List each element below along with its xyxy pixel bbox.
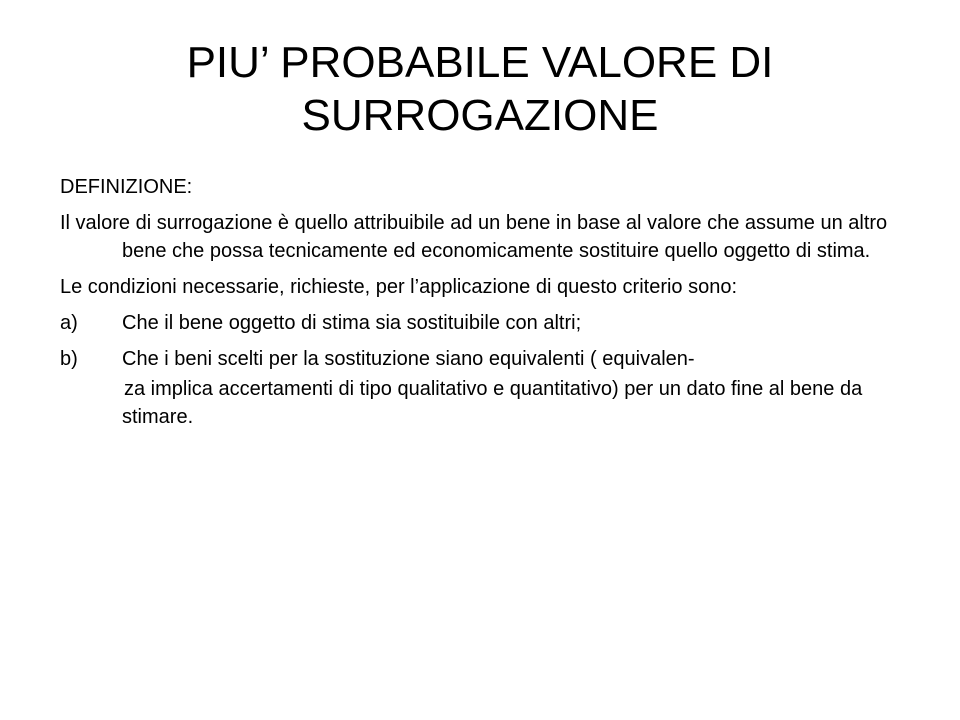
list-item-b-continuation <box>60 375 920 431</box>
conditions-paragraph: Le condizioni necessarie, richieste, per l’applicazione di questo criterio sono: <box>60 276 738 298</box>
list-marker-a: a) <box>60 312 78 334</box>
list-marker-b: b) <box>60 348 78 370</box>
definition-heading: DEFINIZIONE: <box>60 176 193 198</box>
list-item-b <box>60 345 920 373</box>
list-text-b: Che i beni scelti per la sostituzione siano equivalenti ( equivalen- <box>122 348 695 370</box>
definition-paragraph: Il valore di surrogazione è quello attribuibile ad un bene in base al valore che assume un altro bene che possa tecnicamente ed economicamente sostituire quello oggetto di stima. <box>60 212 888 262</box>
slide-title: PIU’ PROBABILE VALORE DI SURROGAZIONE <box>186 38 774 140</box>
list-text-a: Che il bene oggetto di stima sia sostituibile con altri; <box>122 312 582 334</box>
slide-body <box>60 173 920 431</box>
list-item-a <box>60 309 920 337</box>
continuation-text: za implica accertamenti di tipo qualitativo e quantitativo) per un dato fine al bene da stimare. <box>122 378 863 428</box>
